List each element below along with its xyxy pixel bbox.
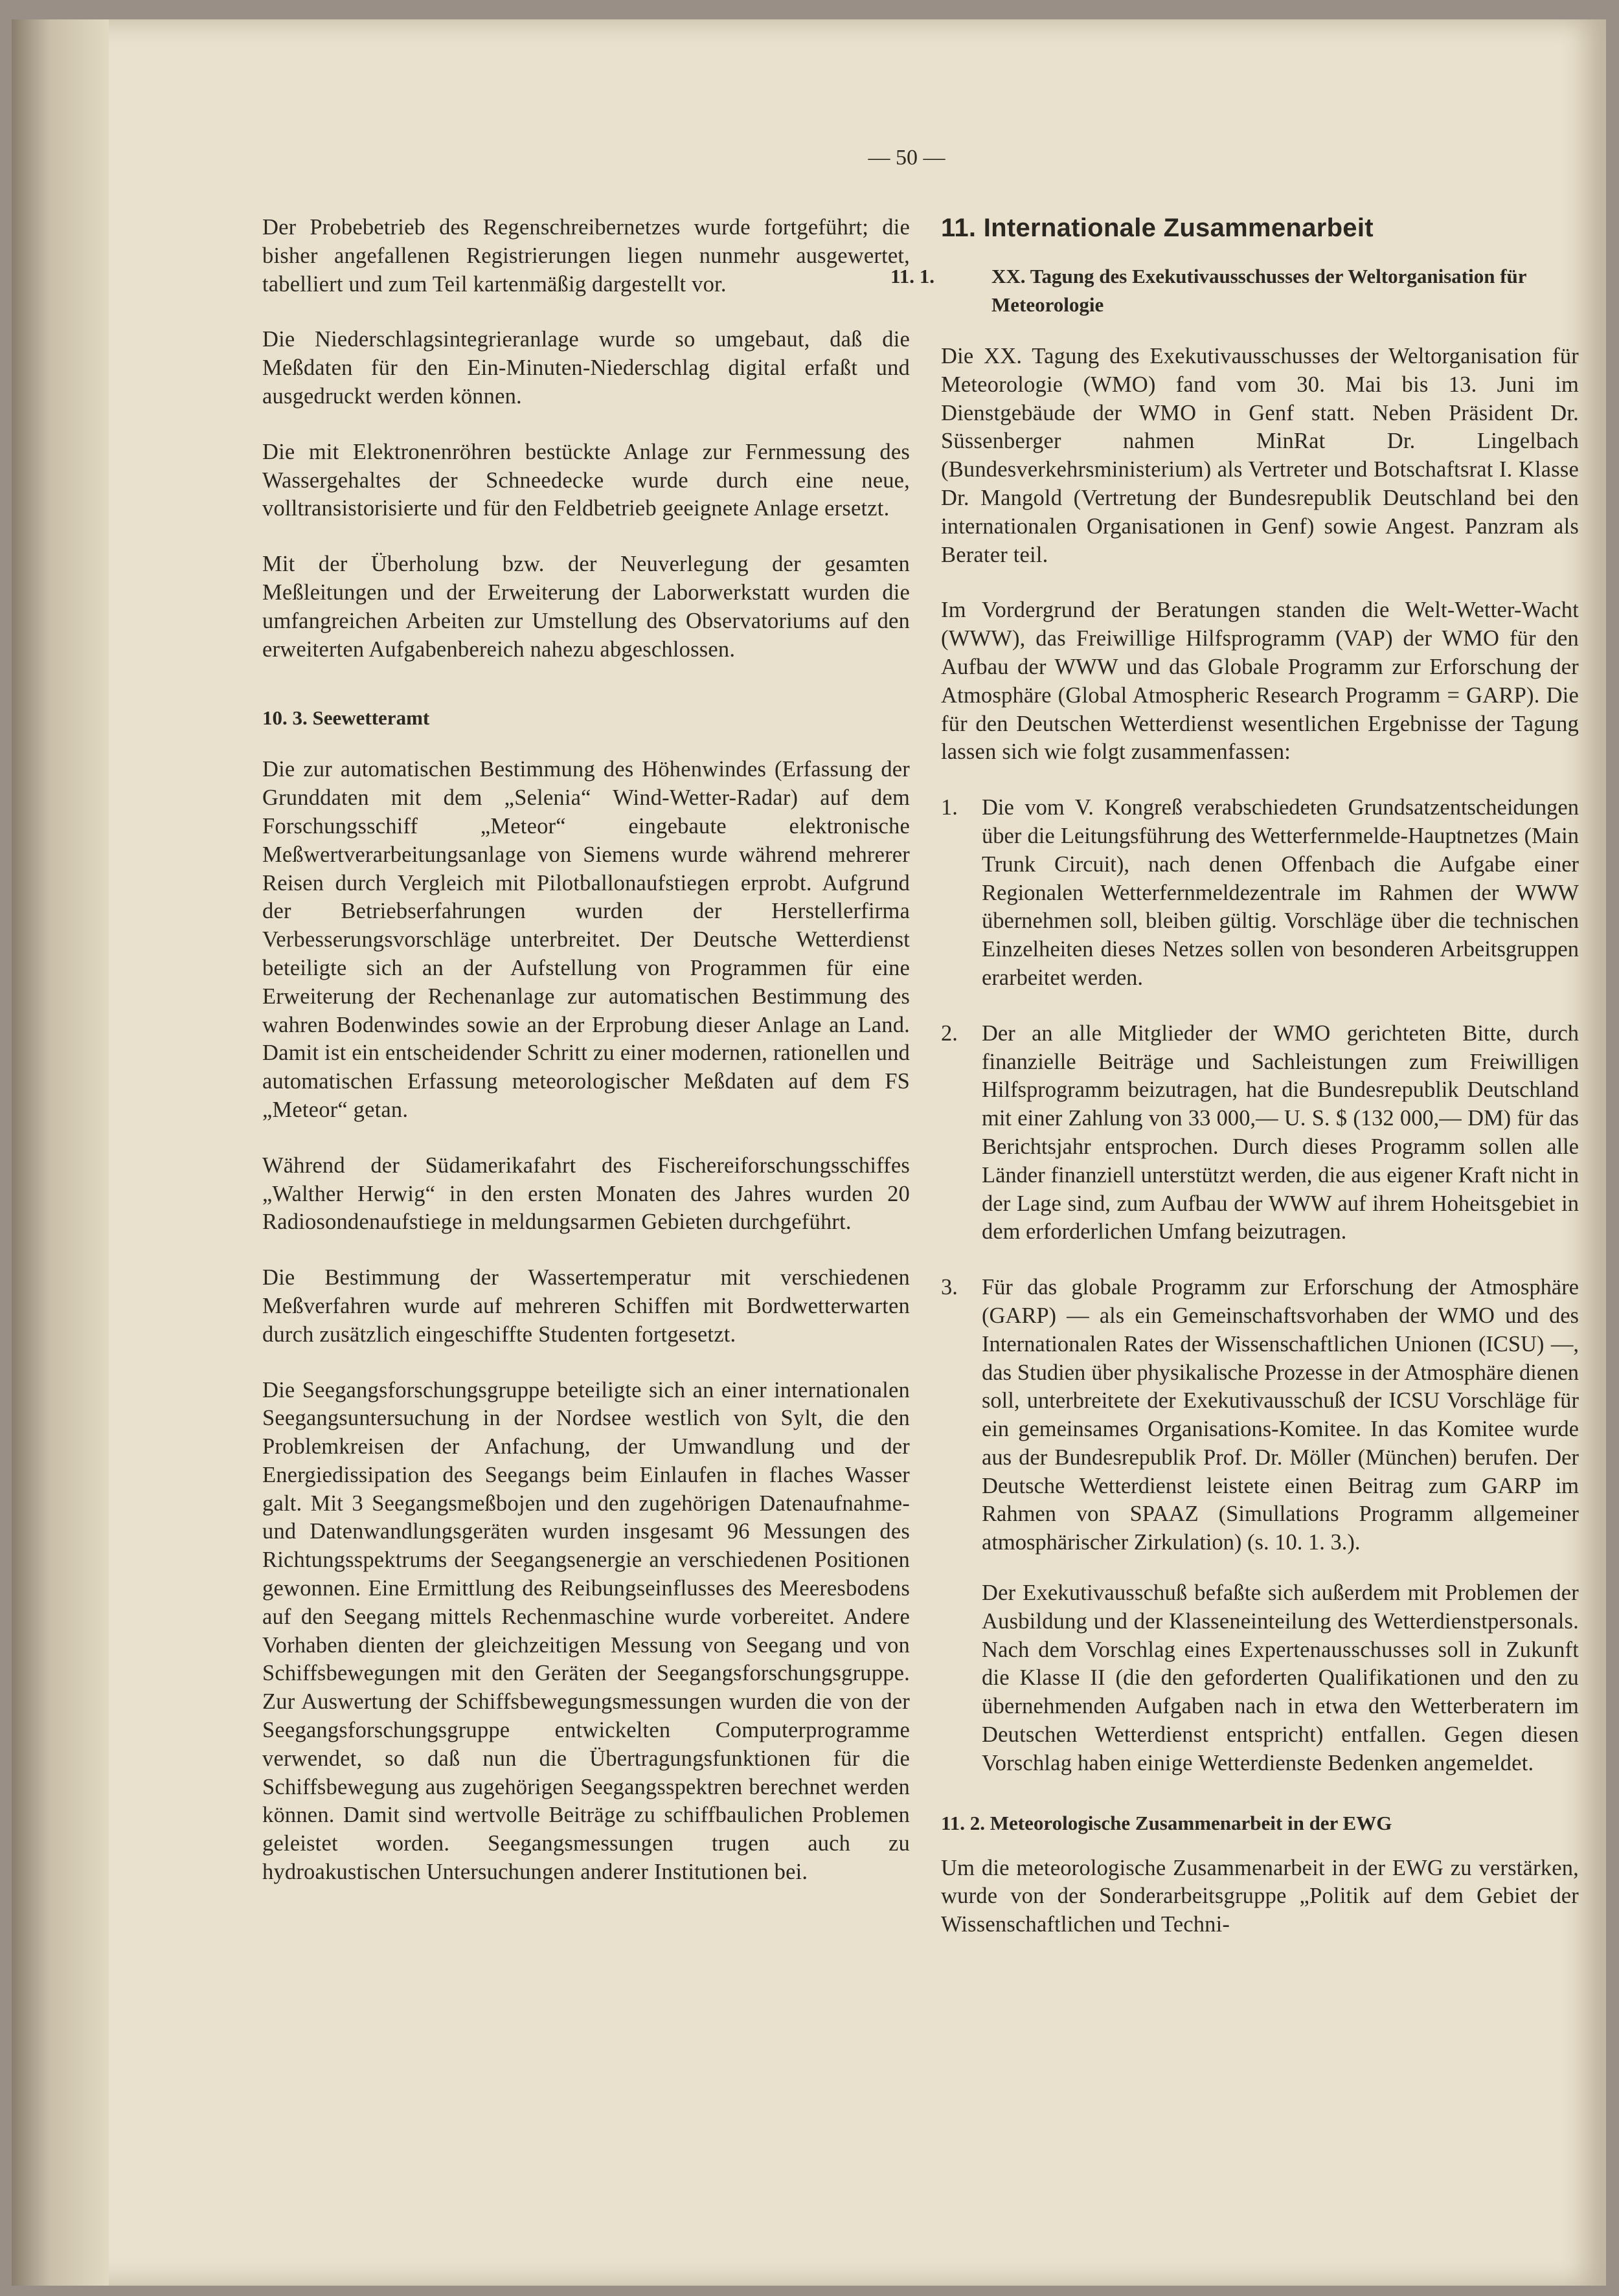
paragraph: Die Bestimmung der Wassertemperatur mit verschiedenen Meßverfahren wurde auf mehreren Schiffen mit Bordwetterwarten durch zusätzlich eingeschiffte Studenten fortgesetzt. xyxy=(262,1265,910,1347)
paragraph: Um die meteorologische Zusammenarbeit in der EWG zu verstärken, wurde von der Sonderarbeitsgruppe „Politik auf dem Gebiet der Wissenschaftlichen und Techni- xyxy=(941,1855,1579,1937)
section-title: 11. Internationale Zusammenarbeit xyxy=(941,214,1374,242)
paragraph: Der Exekutivausschuß befaßte sich außerdem mit Problemen der Ausbildung und der Klasseneinteilung des Wetterdienstpersonals. Nach dem Vorschlag eines Expertenausschusses soll in Zukunft die Klasse II (die den geforderten Qualifikationen und den zu übernehmenden Aufgaben nach in etwa den Wetterberatern im Deutschen Wetterdienst entspricht) entfallen. Gegen diesen Vorschlag haben einige Wetterdienste Bedenken angemeldet. xyxy=(982,1581,1579,1775)
list-item xyxy=(941,1020,1579,1246)
paragraph: Die zur automatischen Bestimmung des Höhenwindes (Erfassung der Grunddaten mit dem „Selenia“ Wind-Wetter-Radar) auf dem Forschungsschiff „Meteor“ eingebaute elektronische Meßwertverarbeitungsanlage von Siemens wurde während mehrerer Reisen durch Vergleich mit Pilotballonaufstiegen erprobt. Aufgrund der Betriebserfahrungen wurden der Herstellerfirma Verbesserungsvorschläge unterbreitet. Der Deutsche Wetterdienst beteiligte sich an der Aufstellung von Programmen für eine Erweiterung der Rechenanlage zur automatischen Bestimmung des wahren Bodenwindes sowie an der Erprobung dieser Anlage an Land. Damit ist ein entscheidender Schritt zu einer modernen, rationellen und automatischen Erfassung meteorologischer Meßdaten auf dem FS „Meteor“ getan. xyxy=(262,757,910,1122)
subheading-seewetteramt: 10. 3. Seewetteramt xyxy=(262,706,430,730)
list-text: Die vom V. Kongreß verabschiedeten Grundsatzentscheidungen über die Leitungsführung des Wetterfernmelde-Hauptnetzes (Main Trunk Circuit), nach denen Offenbach die Aufgabe einer Regionalen Wetterfernmeldezentrale im Rahmen der WWW übernehmen soll, bleiben gültig. Vorschläge über die technischen Einzelheiten dieses Netzes sollen von besonderen Arbeitsgruppen erarbeitet werden. xyxy=(982,795,1579,990)
paragraph: Während der Südamerikafahrt des Fischereiforschungsschiffes „Walther Herwig“ in den ersten Monaten des Jahres wurden 20 Radiosondenaufstiege in meldungsarmen Gebieten durchgeführt. xyxy=(262,1153,910,1235)
subheading-ewg: 11. 2. Meteorologische Zusammenarbeit in der EWG xyxy=(941,1811,1392,1834)
list-text: Der an alle Mitglieder der WMO gerichteten Bitte, durch finanzielle Beiträge und Sachleistungen zum Freiwilligen Hilfsprogramm beizutragen, hat die Bundesrepublik Deutschland mit einer Zahlung von 33 000,— U. S. $ (132 000,— DM) für das Berichtsjahr entsprochen. Durch dieses Programm sollen alle Länder finanziell unterstützt werden, die aus eigener Kraft nicht in der Lage sind, zum Aufbau der WWW auf ihrem Hoheitsgebiet in dem erforderlichen Umfang beizutragen. xyxy=(982,1020,1579,1244)
paragraph: Die XX. Tagung des Exekutivausschusses der Weltorganisation für Meteorologie (WMO) fand vom 30. Mai bis 13. Juni im Dienstgebäude der WMO in Genf statt. Neben Präsident Dr. Süssenberger nahmen MinRat Dr. Lingelbach (Bundesverkehrsministerium) als Vertreter und Botschaftsrat I. Klasse Dr. Mangold (Vertretung der Bundesrepublik Deutschland bei den internationalen Organisationen in Genf) sowie Angest. Panzram als Berater teil. xyxy=(941,344,1579,567)
list-number: 2. xyxy=(941,1020,958,1046)
list-item xyxy=(941,1274,1579,1557)
subheading-text: XX. Tagung des Exekutivausschusses der Weltorganisation für Meteorologie xyxy=(991,265,1526,316)
page-gutter xyxy=(12,19,109,2286)
paragraph: Die Niederschlagsintegrieranlage wurde so umgebaut, daß die Meßdaten für den Ein-Minuten-Niederschlag digital erfaßt und ausgedruckt werden können. xyxy=(262,327,910,409)
paragraph: Die Seegangsforschungsgruppe beteiligte sich an einer internationalen Seegangsuntersuchung in der Nordsee westlich von Sylt, die den Problemkreisen der Anfachung, der Umwandlung und der Energiedissipation des Seegangs beim Einlaufen in flaches Wasser galt. Mit 3 Seegangsmeßbojen und den zugehörigen Datenaufnahme- und Datenwandlungsgeräten wurden insgesamt 96 Messungen des Richtungsspektrums der Seegangsenergie an verschiedenen Positionen gewonnen. Eine Ermittlung des Reibungseinflusses des Meeresbodens auf den Seegang mittels Rechenmaschine wurde vorbereitet. Andere Vorhaben dienten der gleichzeitigen Messung von Seegang und von Schiffsbewegungen mit den Geräten der Seegangsforschungsgruppe. Zur Auswertung der Schiffsbewegungsmessungen wurden die von der Seegangsforschungsgruppe entwickelten Computerprogramme verwendet, so daß nun die Übertragungsfunktionen für die Schiffsbewegung aus zugehörigen Seegangsspektren berechnet werden können. Damit sind wertvolle Beiträge zu schiffbaulichen Problemen geleistet worden. Seegangsmessungen trugen auch zu hydroakustischen Untersuchungen anderer Institutionen bei. xyxy=(262,1377,910,1885)
paragraph: Der Probebetrieb des Regenschreibernetzes wurde fortgeführt; die bisher angefallenen Registrierungen liegen nunmehr ausgewertet, tabelliert und zum Teil kartenmäßig dargestellt vor. xyxy=(262,215,910,297)
page-number: — 50 — xyxy=(868,146,945,170)
paragraph: Im Vordergrund der Beratungen standen die Welt-Wetter-Wacht (WWW), das Freiwillige Hilfsprogramm (VAP) der WMO für den Aufbau der WWW und das Globale Programm zur Erforschung der Atmosphäre (Global Atmospheric Research Programm = GARP). Die für den Deutschen Wetterdienst wesentlichen Ergebnisse der Tagung lassen sich wie folgt zusammenfassen: xyxy=(941,598,1579,765)
list-number: 3. xyxy=(941,1275,958,1300)
left-column xyxy=(262,214,910,1914)
list-item xyxy=(941,794,1579,993)
right-column xyxy=(890,214,1579,1966)
list-text: Für das globale Programm zur Erforschung der Atmosphäre (GARP) — als ein Gemeinschaftsvorhaben der WMO und des Internationalen Rates der Wissenschaftlichen Unionen (ICSU) —, das Studien über physikalische Prozesse in der Atmosphäre dienen soll, unterbreitete der Exekutivausschuß der ICSU Vorschläge für ein gemeinsames Organisations-Komitee. In das Komitee wurde aus der Bundesrepublik Prof. Dr. Möller (München) berufen. Der Deutsche Wetterdienst leistete einen Beitrag zum GARP im Rahmen von SPAAZ (Simullations Programm allgemeiner atmosphärischer Zirkulation) (s. 10. 1. 3.). xyxy=(982,1275,1579,1555)
subheading-tagung xyxy=(890,262,1579,319)
list-number: 1. xyxy=(941,795,958,820)
subheading-number: 11. 1. xyxy=(890,265,935,287)
paragraph: Die mit Elektronenröhren bestückte Anlage zur Fernmessung des Wassergehaltes der Schneedecke wurde durch eine neue, volltransistorisierte und für den Feldbetrieb geeignete Anlage ersetzt. xyxy=(262,439,910,521)
paragraph: Mit der Überholung bzw. der Neuverlegung der gesamten Meßleitungen und der Erweiterung der Laborwerkstatt wurden die umfangreichen Arbeiten zur Umstellung des Observatoriums auf den erweiterten Aufgabenbereich nahezu abgeschlossen. xyxy=(262,552,910,662)
